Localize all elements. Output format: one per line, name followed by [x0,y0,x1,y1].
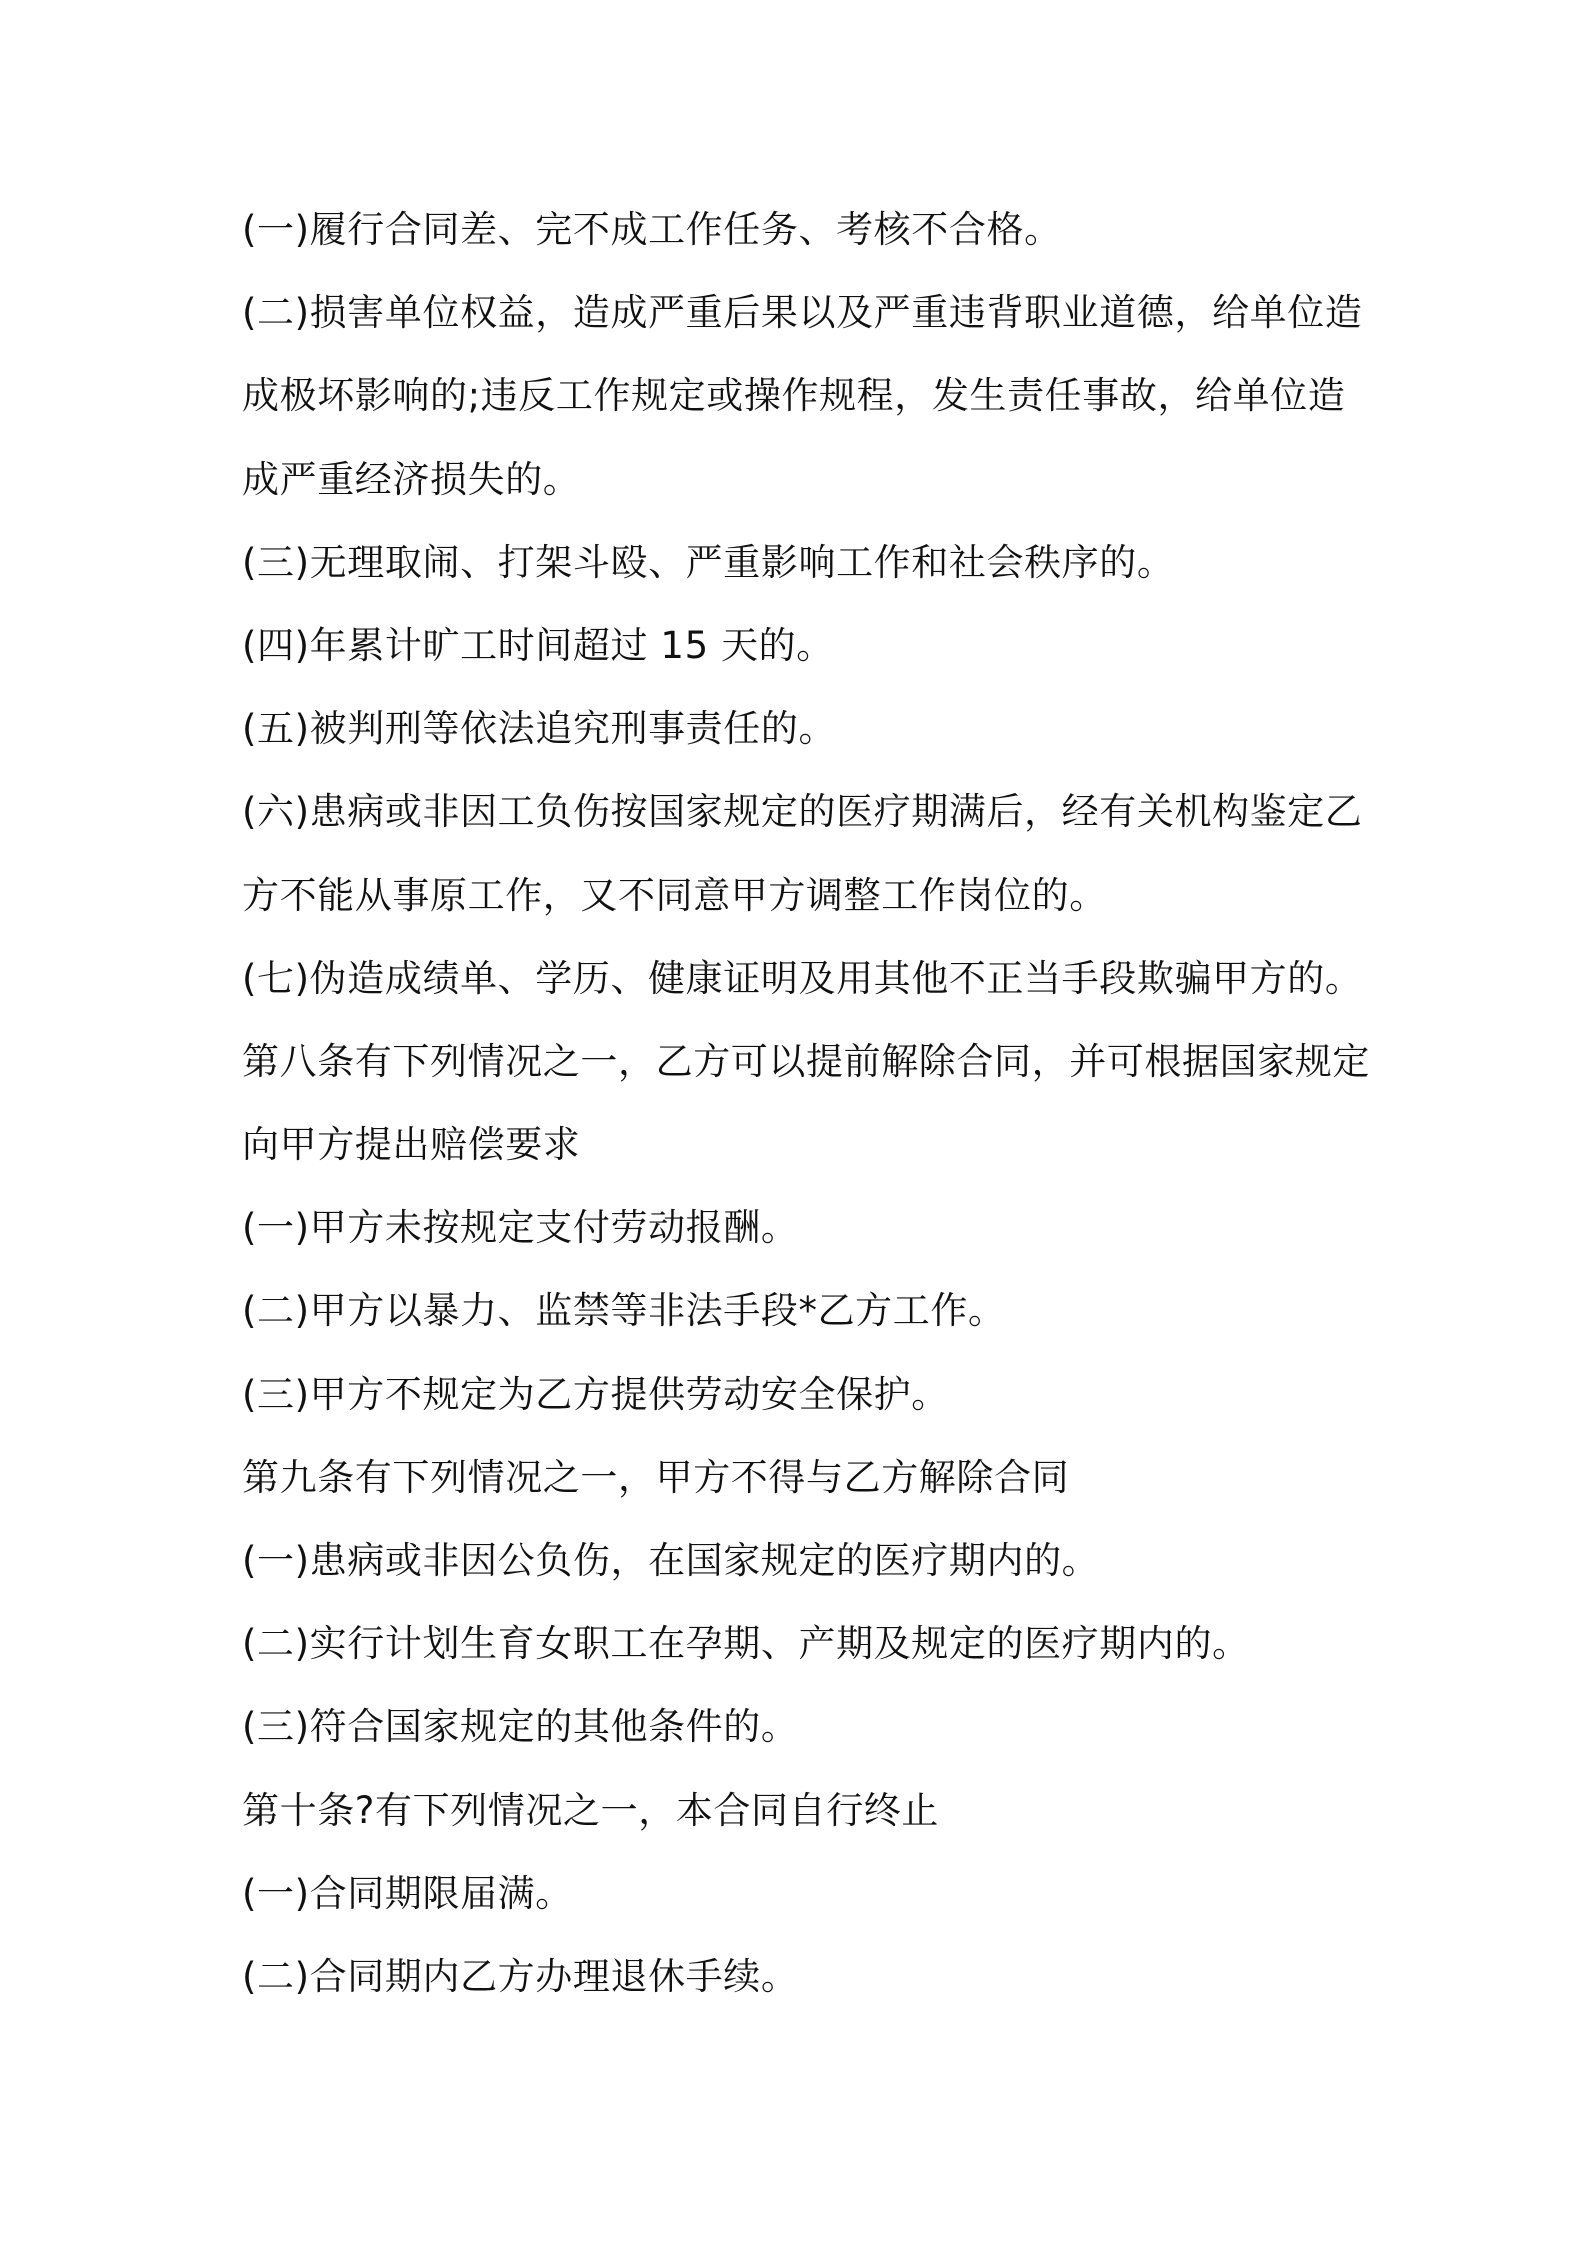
article-heading: 第九条有下列情况之一，甲方不得与乙方解除合同 [242,1455,1070,1499]
text-line: 向甲方提出赔偿要求 [242,1123,581,1167]
text-line: (四)年累计旷工时间超过 15 天的。 [242,623,834,667]
article-heading: 第八条有下列情况之一，乙方可以提前解除合同，并可根据国家规定 [242,1039,1370,1083]
text-line: (二)损害单位权益，造成严重后果以及严重违背职业道德，给单位造 [242,291,1363,335]
text-line: (三)符合国家规定的其他条件的。 [242,1705,799,1749]
text-line: 成严重经济损失的。 [242,457,581,501]
text-line: (一)甲方未按规定支付劳动报酬。 [242,1206,799,1250]
text-line: 方不能从事原工作，又不同意甲方调整工作岗位的。 [242,873,1107,917]
text-line: (三)甲方不规定为乙方提供劳动安全保护。 [242,1372,949,1416]
text-line: (一)患病或非因公负伤，在国家规定的医疗期内的。 [242,1539,1100,1582]
text-line: 成极坏影响的;违反工作规定或操作规程，发生责任事故，给单位造 [242,374,1346,418]
text-line: (一)履行合同差、完不成工作任务、考核不合格。 [242,208,1062,251]
article-heading: 第十条?有下列情况之一，本合同自行终止 [242,1788,940,1832]
text-line: (七)伪造成绩单、学历、健康证明及用其他不正当手段欺骗甲方的。 [242,956,1363,1000]
text-line: (六)患病或非因工负伤按国家规定的医疗期满后，经有关机构鉴定乙 [242,790,1363,834]
text-line: (二)甲方以暴力、监禁等非法手段*乙方工作。 [242,1289,1006,1333]
text-line: (一)合同期限届满。 [242,1871,573,1915]
text-line: (二)实行计划生育女职工在孕期、产期及规定的医疗期内的。 [242,1622,1250,1666]
contract-text [242,188,1370,2018]
text-line: (三)无理取闹、打架斗殴、严重影响工作和社会秩序的。 [242,540,1175,584]
text-line: (五)被判刑等依法追究刑事责任的。 [242,707,837,751]
text-line: (二)合同期内乙方办理退休手续。 [242,1954,799,1998]
